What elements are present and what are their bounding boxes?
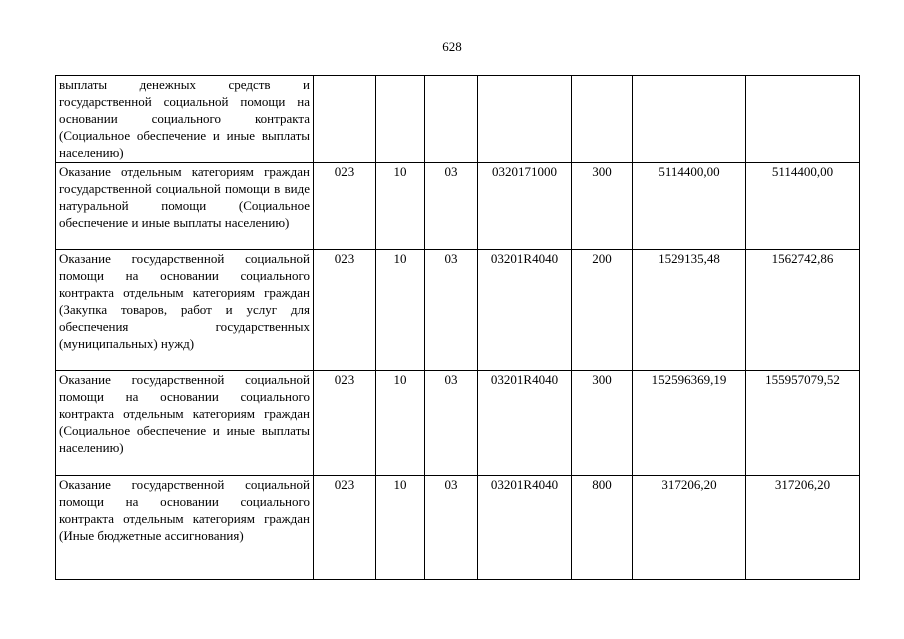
- ministry-code: 023: [314, 476, 376, 580]
- amount-year-2: [746, 76, 860, 163]
- ministry-code: 023: [314, 250, 376, 371]
- section-code: 10: [376, 250, 425, 371]
- expense-type-code: 300: [572, 371, 633, 476]
- table-row: [56, 76, 860, 163]
- page-number: 628: [442, 39, 462, 54]
- subsection-code: 03: [425, 371, 478, 476]
- table-row: [56, 163, 860, 250]
- amount-year-2: 5114400,00: [746, 163, 860, 250]
- amount-year-1: 317206,20: [633, 476, 746, 580]
- target-article-code: 0320171000: [478, 163, 572, 250]
- amount-year-2: 1562742,86: [746, 250, 860, 371]
- subsection-code: 03: [425, 476, 478, 580]
- target-article-code: 03201R4040: [478, 476, 572, 580]
- section-code: 10: [376, 476, 425, 580]
- expense-type-code: 200: [572, 250, 633, 371]
- subsection-code: 03: [425, 250, 478, 371]
- section-code: [376, 76, 425, 163]
- expense-description: Оказание отдельным категориям граждан государственной социальной помощи в виде натуральной помощи (Социальное обеспечение и иные выплаты населению): [56, 163, 314, 250]
- subsection-code: 03: [425, 163, 478, 250]
- section-code: 10: [376, 371, 425, 476]
- expense-type-code: [572, 76, 633, 163]
- budget-table: [55, 75, 860, 580]
- table-row: [56, 476, 860, 580]
- ministry-code: [314, 76, 376, 163]
- amount-year-1: 1529135,48: [633, 250, 746, 371]
- expense-type-code: 800: [572, 476, 633, 580]
- target-article-code: [478, 76, 572, 163]
- target-article-code: 03201R4040: [478, 371, 572, 476]
- amount-year-1: [633, 76, 746, 163]
- expense-type-code: 300: [572, 163, 633, 250]
- expense-description: Оказание государственной социальной помощи на основании социального контракта отдельным категориям граждан (Иные бюджетные ассигнования): [56, 476, 314, 580]
- amount-year-1: 5114400,00: [633, 163, 746, 250]
- subsection-code: [425, 76, 478, 163]
- ministry-code: 023: [314, 371, 376, 476]
- ministry-code: 023: [314, 163, 376, 250]
- expense-description: Оказание государственной социальной помощи на основании социального контракта отдельным категориям граждан (Закупка товаров, работ и услуг для обеспечения государственных (муниципальных) нужд): [56, 250, 314, 371]
- expense-description: выплаты денежных средств и государственной социальной помощи на основании социального контракта (Социальное обеспечение и иные выплаты населению): [56, 76, 314, 163]
- amount-year-1: 152596369,19: [633, 371, 746, 476]
- target-article-code: 03201R4040: [478, 250, 572, 371]
- section-code: 10: [376, 163, 425, 250]
- table-row: [56, 371, 860, 476]
- amount-year-2: 317206,20: [746, 476, 860, 580]
- expense-description: Оказание государственной социальной помощи на основании социального контракта отдельным категориям граждан (Социальное обеспечение и иные выплаты населению): [56, 371, 314, 476]
- amount-year-2: 155957079,52: [746, 371, 860, 476]
- table-row: [56, 250, 860, 371]
